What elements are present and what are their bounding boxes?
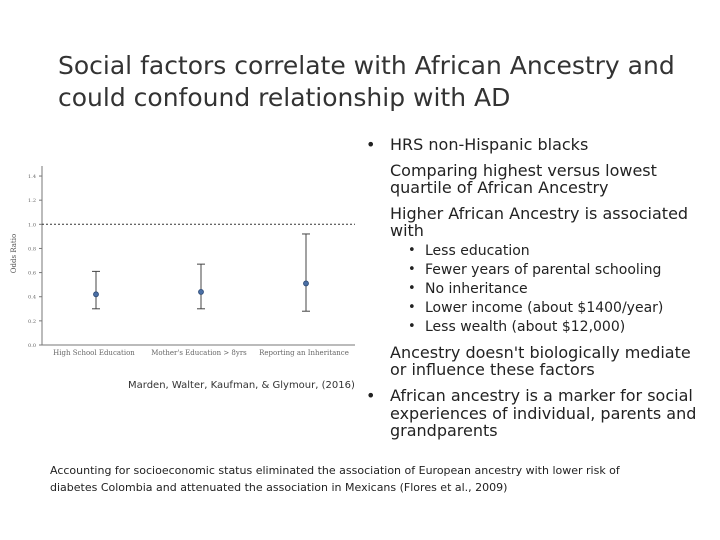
odds-ratio-chart (0, 160, 370, 370)
footnote-line-1: Accounting for socioeconomic status eliminated the association of European ancestry with lower risk of (50, 464, 620, 477)
bullet-marker-line-2: experiences of individual, parents and (390, 404, 697, 423)
data-point (94, 292, 99, 297)
y-tick-label: 1.4 (28, 174, 36, 181)
y-tick-label: 1.0 (28, 222, 36, 229)
bullet-marker-line-1: African ancestry is a marker for social (390, 386, 693, 405)
bullet-dot: • (366, 135, 376, 154)
x-tick-label: Mother's Education > 8yrs (151, 349, 247, 357)
y-tick-label: 0.2 (28, 318, 36, 325)
bullet-hrs-line-4: Higher African Ancestry is associated (390, 204, 689, 223)
y-tick-label: 1.2 (28, 198, 36, 205)
bullet-hrs-line-5: with (390, 221, 424, 240)
title-line-1: Social factors correlate with African Ancestry and (58, 51, 675, 80)
sub-bullet-inheritance: No inheritance (425, 281, 528, 297)
footnote (50, 462, 670, 496)
bullet-marker-line-3: grandparents (390, 421, 498, 440)
data-point (199, 289, 204, 294)
sub-bullet-dot: • (408, 319, 416, 334)
y-tick-label: 0.4 (28, 294, 36, 301)
title-line-2: could confound relationship with AD (58, 83, 511, 112)
y-tick-label: 0.6 (28, 270, 36, 277)
sub-bullet-income: Lower income (about $1400/year) (425, 300, 664, 316)
bullet-ancestry-line-2: or influence these factors (390, 360, 595, 379)
sub-bullet-dot: • (408, 243, 416, 258)
sub-bullet-wealth: Less wealth (about $12,000) (425, 319, 626, 335)
sub-bullet-education: Less education (425, 243, 530, 259)
sub-bullet-dot: • (408, 300, 416, 315)
bullet-hrs-line-3: quartile of African Ancestry (390, 178, 609, 197)
bullet-ancestry-line-1: Ancestry doesn't biologically mediate (390, 343, 691, 362)
sub-bullet-parental-schooling: Fewer years of parental schooling (425, 262, 662, 278)
bullet-hrs: HRS non-Hispanic blacks (390, 135, 589, 154)
bullet-hrs-line-2: Comparing highest versus lowest (390, 161, 657, 180)
x-tick-label: Reporting an Inheritance (259, 349, 349, 357)
data-point (304, 281, 309, 286)
y-axis-label: Odds Ratio (10, 233, 18, 274)
bullet-dot: • (366, 386, 376, 405)
slide-title (58, 50, 698, 114)
sub-bullet-dot: • (408, 262, 416, 277)
sub-bullet-dot: • (408, 281, 416, 296)
y-tick-label: 0.0 (28, 343, 36, 349)
footnote-line-2: diabetes Colombia and attenuated the association in Mexicans (Flores et al., 2009) (50, 481, 508, 494)
y-tick-label: 0.8 (28, 246, 36, 253)
chart-caption: Marden, Walter, Kaufman, & Glymour, (2016) (128, 380, 355, 391)
x-tick-label: High School Education (53, 349, 135, 357)
